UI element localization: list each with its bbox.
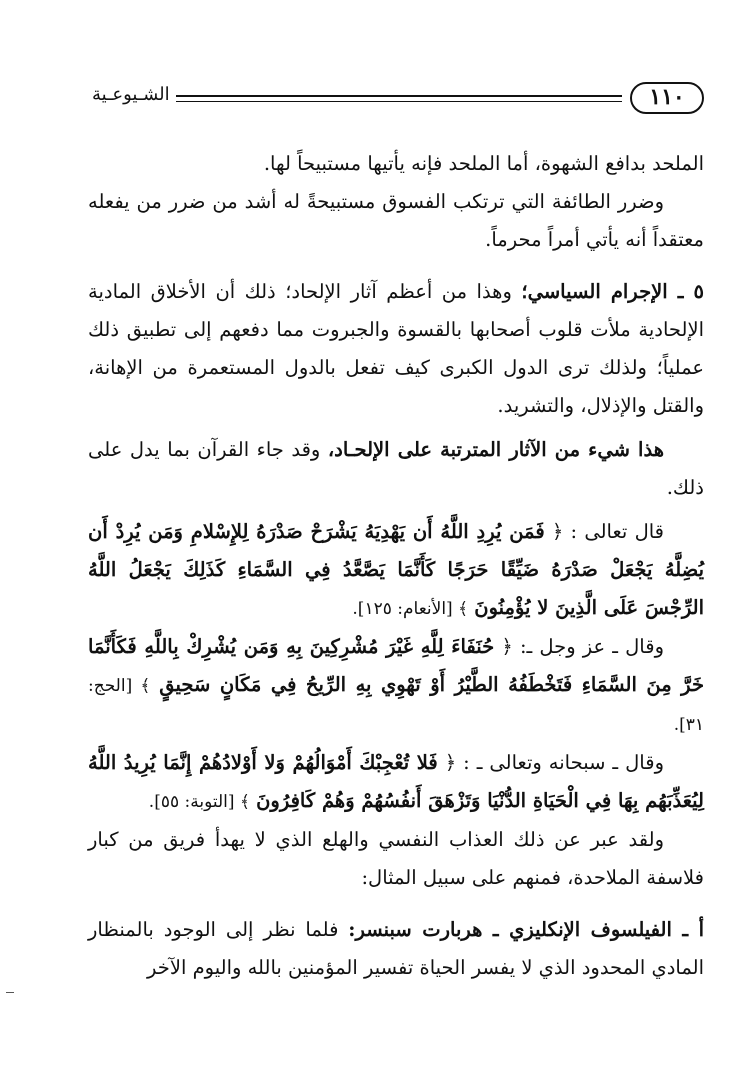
verse-reference-tawbah: ﴾ [التوبة: ٥٥]. bbox=[148, 792, 250, 812]
verse-reference-anam: ﴾ [الأنعام: ١٢٥]. bbox=[352, 599, 469, 619]
paragraph-spencer bbox=[88, 911, 704, 987]
section-heading-spencer: أ ـ الفيلسوف الإنكليزي ـ هربارت سبنسر: bbox=[348, 918, 704, 941]
verse-intro-hajj: وقال ـ عز وجل ـ: ﴿ bbox=[501, 635, 664, 658]
verse-block-tawbah bbox=[88, 744, 704, 821]
paragraph-1: الملحد بدافع الشهوة، أما الملحد فإنه يأتيها مستبيحاً لها. bbox=[263, 152, 704, 175]
paragraph-spencer-text: فلما نظر إلى الوجود بالمنظار المادي المحدود الذي لا يفسر الحياة تفسير المؤمنين بالله واليوم الآخر bbox=[88, 918, 704, 979]
verse-text-tawbah: فَلا تُعْجِبْكَ أَمْوَالُهُمْ وَلا أَوْلادُهُمْ إِنَّمَا يُرِيدُ اللَّهُ لِيُعَذِّبَهُم بِهَا فِي الْحَيَاةِ الدُّنْيَا وَتَزْهَقَ أَنفُسُهُمْ وَهُمْ كَافِرُونَ bbox=[88, 751, 704, 812]
paragraph-consequences bbox=[88, 431, 704, 507]
paragraph-political-crime-text: وهذا من أعظم آثار الإلحاد؛ ذلك أن الأخلاق المادية الإلحادية ملأت قلوب أصحابها بالقسوة والجبروت مما دفعهم إلى تطبيق ذلك عملياً؛ ولذلك ترى الدول الكبرى كيف تفعل بالدول المستعمرة من الإهانة، والقتل والإذلال، والتشريد. bbox=[88, 280, 704, 417]
verse-text-anam: فَمَن يُرِدِ اللَّهُ أَن يَهْدِيَهُ يَشْرَحْ صَدْرَهُ لِلإِسْلامِ وَمَن يُرِدْ أَن يُضِلَّهُ يَجْعَلْ صَدْرَهُ ضَيِّقًا حَرَجًا كَأَنَّمَا يَصَّعَّدُ فِي السَّمَاءِ كَذَلِكَ يَجْعَلُ اللَّهُ الرِّجْسَ عَلَى الَّذِينَ لا يُؤْمِنُونَ bbox=[88, 520, 704, 619]
verse-intro-anam: قال تعالى : ﴿ bbox=[551, 520, 664, 543]
section-heading-political-crime: ٥ ـ الإجرام السياسي؛ bbox=[521, 280, 704, 303]
verse-text-hajj: حُنَفَاءَ لِلَّهِ غَيْرَ مُشْرِكِينَ بِهِ وَمَن يُشْرِكْ بِاللَّهِ فَكَأَنَّمَا خَرَّ مِنَ السَّمَاءِ فَتَخْطَفُهُ الطَّيْرُ أَوْ تَهْوِي بِهِ الرِّيحُ فِي مَكَانٍ سَحِيقٍ bbox=[88, 635, 704, 696]
paragraph-2: وضرر الطائفة التي ترتكب الفسوق مستبيحةً له أشد من ضرر من يفعله معتقداً أنه يأتي أمراً محرماً. bbox=[88, 190, 704, 251]
verse-block-anam bbox=[88, 513, 704, 628]
verse-block-hajj bbox=[88, 628, 704, 744]
running-title: الشـيوعـية bbox=[92, 84, 170, 105]
verse-reference-hajj: ﴾ [الحج: ٣١]. bbox=[88, 676, 704, 735]
header-rule bbox=[176, 95, 622, 102]
page-body bbox=[88, 145, 704, 987]
paragraph-philosophers: ولقد عبر عن ذلك العذاب النفسي والهلع الذي لا يهدأ فريق من كبار فلاسفة الملاحدة، فمنهم على سبيل المثال: bbox=[88, 828, 704, 889]
margin-mark bbox=[6, 992, 14, 993]
page-header bbox=[92, 82, 704, 118]
verse-intro-tawbah: وقال ـ سبحانه وتعالى ـ : ﴿ bbox=[444, 751, 664, 774]
consequences-text: وقد جاء القرآن بما يدل على ذلك. bbox=[88, 438, 704, 499]
paragraph-political-crime bbox=[88, 273, 704, 425]
consequences-bold-text: هذا شيء من الآثار المترتبة على الإلحـاد، bbox=[327, 438, 664, 461]
page-number: ١١٠ bbox=[630, 82, 704, 114]
